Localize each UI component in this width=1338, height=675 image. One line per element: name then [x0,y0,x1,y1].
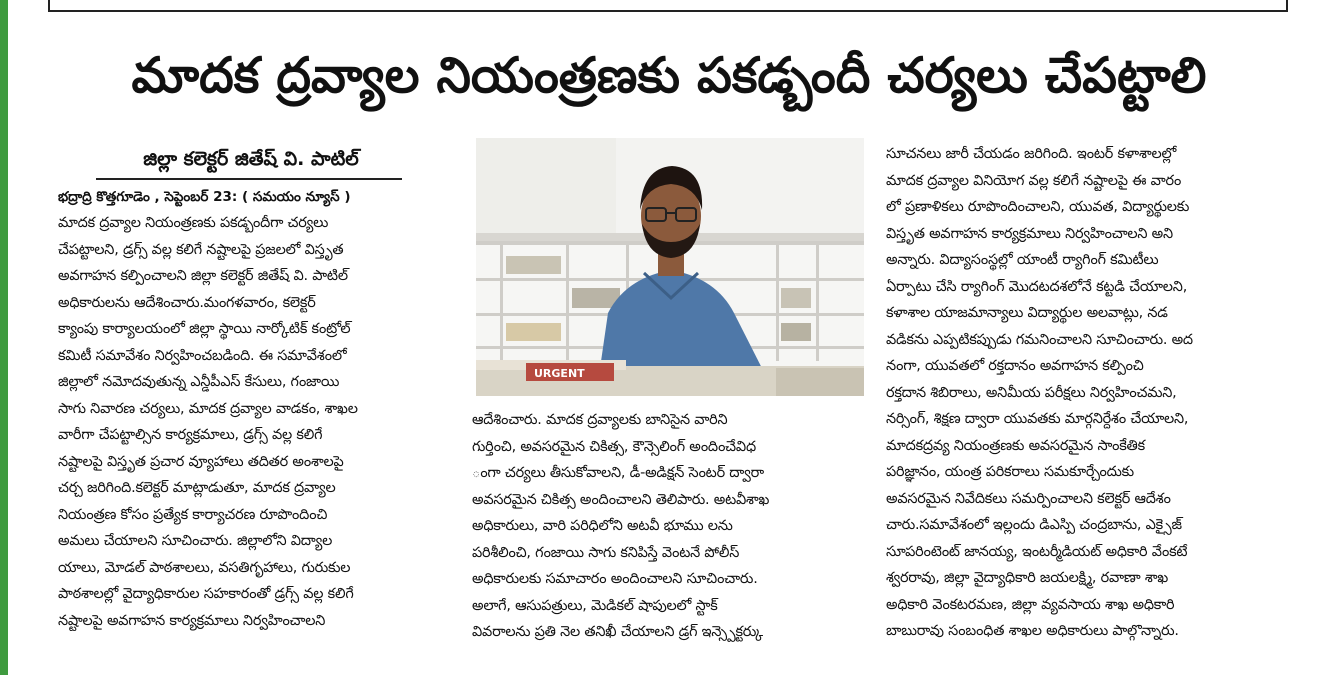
text-line: శ్వరరావు, జిల్లా వైద్యాధికారి జయలక్ష్మి, రవాణా శాఖ [886,570,1168,586]
text-line: అధికారులకు సమాచారం అందించాలని సూచించారు. [472,571,758,587]
urgent-label: URGENT [534,367,585,380]
text-line: మాదక ద్రవ్యాల నియంత్రణకు పకడ్బందీగా చర్యలు [58,215,329,231]
text-line: నియంత్రణ కోసం ప్రత్యేక కార్యాచరణ రూపొందించి [58,506,328,523]
text-line: నంగా, యువతలో రక్తదానం అవగాహన కల్పించి [886,358,1144,374]
byline-underline [96,178,402,180]
text-line: పరిజ్ఞానం, యంత్ర పరికరాలు సమకూర్చేందుకు [886,464,1134,480]
text-line: అమలు చేయాలని సూచించారు. జిల్లాలోని విద్యాల [58,533,333,549]
text-line: యాలు, మోడల్ పాఠశాలలు, వసతిగృహాలు, గురుకుల [58,559,351,576]
text-line: చర్చ జరిగింది.కలెక్టర్ మాట్లాడుతూ, మాదక ద్రవ్యాల [58,480,336,496]
text-line: ఆదేశించారు. మాదక ద్రవ్యాలకు బానిసైన వారిని [472,412,728,428]
headline: మాదక ద్రవ్యాల నియంత్రణకు పకడ్బందీ చర్యలు చేపట్టాలి [131,47,1207,104]
text-line: నర్సింగ్, శిక్షణ ద్వారా యువతకు మార్గనిర్దేశం చేయాలని, [886,411,1189,427]
text-line: అలాగే, ఆసుపత్రులు, మెడికల్ షాపులలో స్టాక్ [472,597,718,614]
text-line: సూచనలు జారీ చేయడం జరిగింది. ఇంటర్ కళాశాలల్లో [886,146,1177,162]
text-line: నష్టాలపై అవగాహన కార్యక్రమాలు నిర్వహించాలని [58,612,326,629]
text-line: అవగాహన కల్పించాలని జిల్లా కలెక్టర్ జితేష్ వి. పాటిల్ [58,268,348,284]
text-line: వడికను ఎప్పటికప్పుడు గమనించాలని సూచించారు. అద [886,331,1193,348]
text-line: కళాశాల యాజమాన్యాలు విద్యార్థుల అలవాట్లు, నడ [886,305,1168,321]
text-line: కమిటీ సమావేశం నిర్వహించబడింది. ఈ సమావేశంలో [58,347,347,364]
text-line: అధికారులు, వారి పరిధిలోని అటవీ భూము లను [472,518,733,534]
column-2 [472,407,864,646]
column-1 [58,210,450,634]
text-line: జిల్లాలో నమోదవుతున్న ఎన్డీపీఎస్ కేసులు, గంజాయి [58,374,340,390]
column-3 [886,141,1282,645]
text-line: అన్నారు. విద్యాసంస్థల్లో యాంటీ ర్యాగింగ్ కమిటీలు [886,252,1159,268]
text-line: సాగు నివారణ చర్యలు, మాదక ద్రవ్యాల వాడకం, శాఖల [58,400,358,417]
text-line: మాదక ద్రవ్యాల వినియోగ వల్ల కలిగే నష్టాలపై ఈ వారం [886,172,1182,189]
text-line: ంగా చర్యలు తీసుకోవాలని, డీ-అడిక్షన్ సెంటర్ ద్వారా [472,465,764,481]
text-line: చారు.సమావేశంలో ఇల్లందు డిఎస్పి చంద్రబాను, ఎక్సైజ్ [886,517,1182,533]
text-line: విస్తృత అవగాహన కార్యక్రమాలు నిర్వహించాలని అని [886,225,1173,242]
text-line: పరిశీలించి, గంజాయి సాగు కనిపిస్తే వెంటనే పోలీస్ [472,544,740,561]
text-line: మాదకద్రవ్య నియంత్రణకు అవసరమైన సాంకేతిక [886,437,1145,454]
text-line: సూపరింటెంట్ జానయ్య, ఇంటర్మీడియట్ అధికారి వేంకటే [886,543,1188,560]
text-line: లో ప్రణాళికలు రూపొందించాలని, యువత, విద్యార్థులకు [886,199,1190,215]
dateline: భద్రాద్రి కొత్తగూడెం , సెప్టెంబర్ 23: ( సమయం న్యూస్ ) [58,189,351,205]
text-line: చేపట్టాలని, డ్రగ్స్ వల్ల కలిగే నష్టాలపై ప్రజలలో విస్తృత [58,241,344,258]
text-line: అధికారి వెంకటరమణ, జిల్లా వ్యవసాయ శాఖ అధికారి [886,596,1175,613]
left-margin-rule [0,0,8,675]
text-line: అధికారులను ఆదేశించారు.మంగళవారం, కలెక్టర్ [58,294,316,311]
collector-photo [476,138,864,396]
text-line: వారీగా చేపట్టాల్సిన కార్యక్రమాలు, డ్రగ్స్ వల్ల కలిగే [58,427,323,443]
text-line: ఏర్పాటు చేసి ర్యాగింగ్ మొదటదశలోనే కట్టడి చేయాలని, [886,278,1188,295]
text-line: క్యాంపు కార్యాలయంలో జిల్లా స్థాయి నార్కోటిక్ కంట్రోల్ [58,321,351,337]
text-line: వివరాలను ప్రతి నెల తనిఖీ చేయాలని డ్రగ్ ఇన్స్పెక్టర్కు [472,624,763,640]
text-line: నష్టాలపై విస్తృత ప్రచార వ్యూహాలు తదితర అంశాలపై [58,453,344,470]
text-line: పాఠశాలల్లో వైద్యాధికారుల సహకారంతో డ్రగ్స్ వల్ల కలిగే [58,586,354,602]
text-line: రక్తదాన శిబిరాలు, అనిమీయ పరీక్షలు నిర్వహించమని, [886,384,1177,401]
top-border-box [48,0,1288,12]
text-line: అవసరమైన చికిత్స అందించాలని తెలిపారు. అటవీశాఖ [472,491,770,508]
text-line: అవసరమైన నివేదికలు సమర్పించాలని కలెక్టర్ ఆదేశం [886,490,1171,507]
text-line: బాబురావు సంబంధిత శాఖల అధికారులు పాల్గొన్నారు. [886,623,1179,639]
byline: జిల్లా కలెక్టర్ జితేష్ వి. పాటిల్ [143,148,359,170]
text-line: గుర్తించి, అవసరమైన చికిత్స, కౌన్సెలింగ్ అందించేవిధ [472,438,756,455]
